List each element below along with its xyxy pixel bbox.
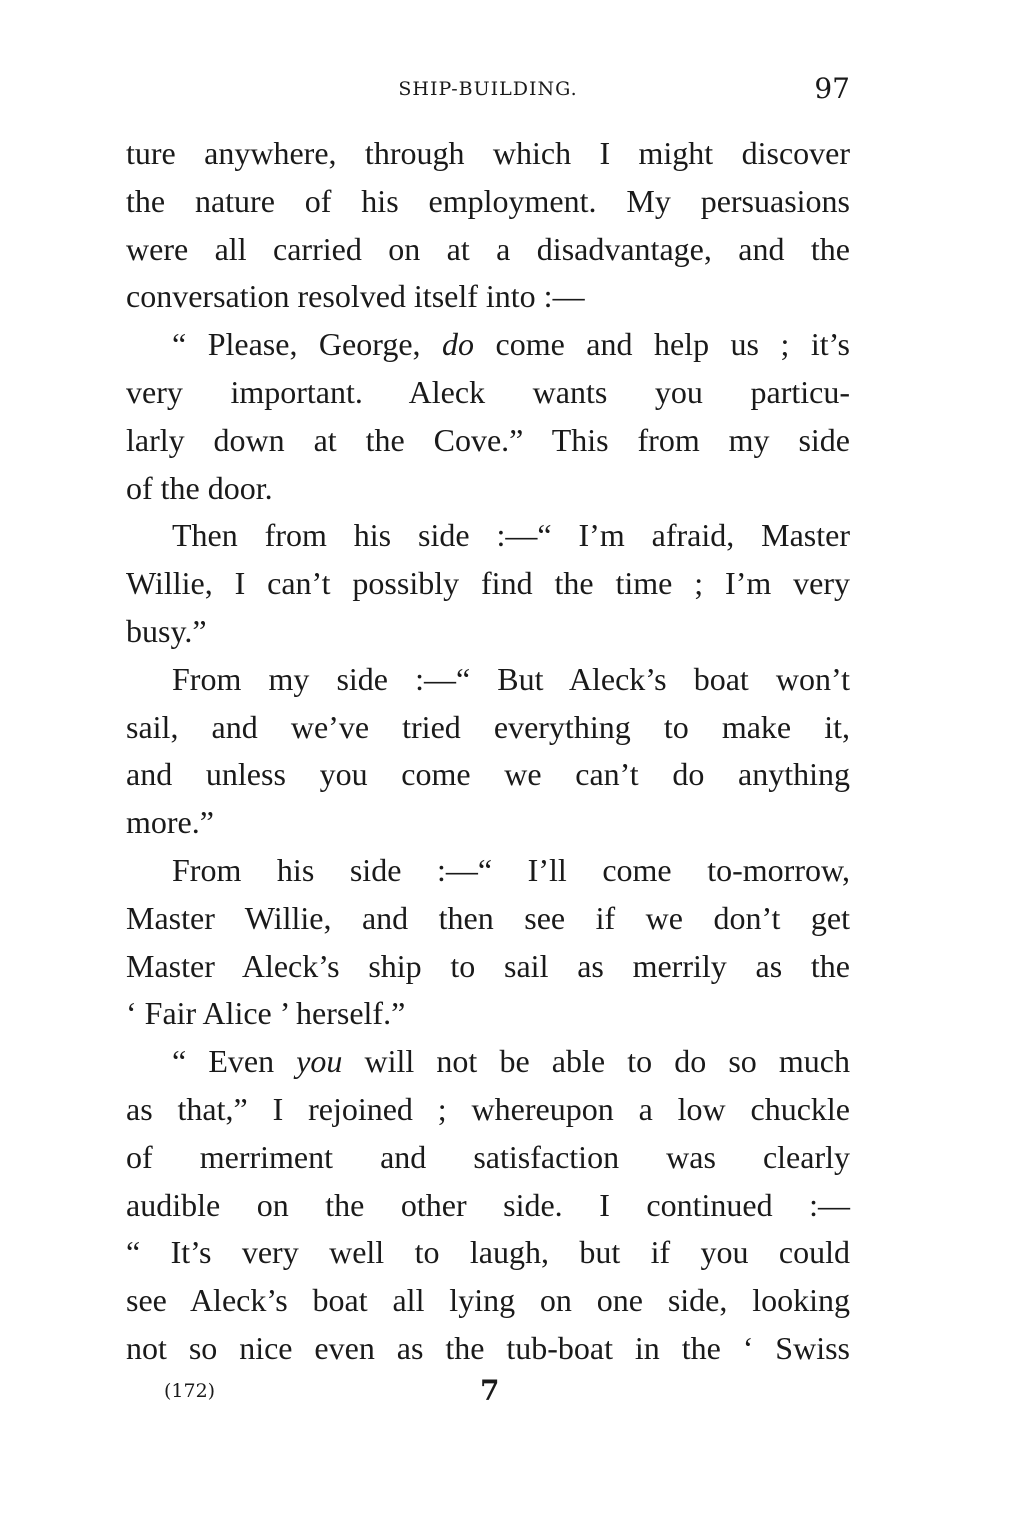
text-line: not so nice even as the tub-boat in the ‘ Swiss (126, 1329, 850, 1366)
text-line: busy.” (126, 612, 207, 649)
page-number: 97 (814, 72, 850, 105)
text-line: Master Willie, and then see if we don’t get (126, 899, 850, 936)
paragraph (126, 847, 850, 1038)
text-run: will not be able to do so much (342, 1043, 851, 1080)
paragraph (126, 1038, 850, 1373)
italic-run: do (442, 326, 475, 363)
paragraph (126, 321, 850, 512)
paragraph (126, 130, 850, 321)
text-line: more.” (126, 804, 214, 841)
signature-mark: (172) (164, 1380, 216, 1402)
text-line: From his side :—“ I’ll come to-morrow, (172, 851, 850, 888)
text-line: Master Aleck’s ship to sail as merrily as the (126, 947, 850, 984)
text-line: From my side :—“ But Aleck’s boat won’t (172, 660, 850, 697)
text-run: “ Please, George, (172, 326, 443, 363)
text-line (126, 1038, 850, 1086)
text-line: sail, and we’ve tried everything to make it, (126, 708, 850, 745)
text-line: the nature of his employment. My persuasions (126, 182, 850, 219)
text-line: see Aleck’s boat all lying on one side, looking (126, 1282, 850, 1319)
text-line: as that,” I rejoined ; whereupon a low chuckle (126, 1090, 850, 1127)
text-line: conversation resolved itself into :— (126, 278, 585, 315)
text-line: of the door. (126, 469, 273, 506)
running-head: SHIP-BUILDING. (398, 78, 578, 100)
text-line: of merriment and satisfaction was clearly (126, 1138, 850, 1175)
page-header (126, 72, 850, 108)
text-line: ‘ Fair Alice ’ herself.” (126, 995, 406, 1032)
text-line: audible on the other side. I continued :— (126, 1186, 850, 1223)
sheet-number: 7 (480, 1374, 500, 1407)
italic-run: you (296, 1043, 343, 1080)
paragraph (126, 656, 850, 847)
page-footer (126, 1374, 850, 1414)
text-line: larly down at the Cove.” This from my side (126, 421, 850, 458)
text-run: “ Even (172, 1043, 297, 1080)
text-line: “ It’s very well to laugh, but if you could (126, 1234, 850, 1271)
text-line: and unless you come we can’t do anything (126, 756, 850, 793)
text-line: were all carried on at a disadvantage, and the (126, 230, 850, 267)
text-line: Willie, I can’t possibly find the time ; I’m very (126, 565, 850, 602)
text-line (126, 321, 850, 369)
text-line: ture anywhere, through which I might discover (126, 135, 850, 171)
text-run: come and help us ; it’s (474, 326, 851, 363)
text-line: very important. Aleck wants you particu- (126, 373, 850, 410)
paragraph (126, 512, 850, 655)
text-line: Then from his side :—“ I’m afraid, Master (172, 517, 850, 554)
body-text (126, 130, 850, 1373)
